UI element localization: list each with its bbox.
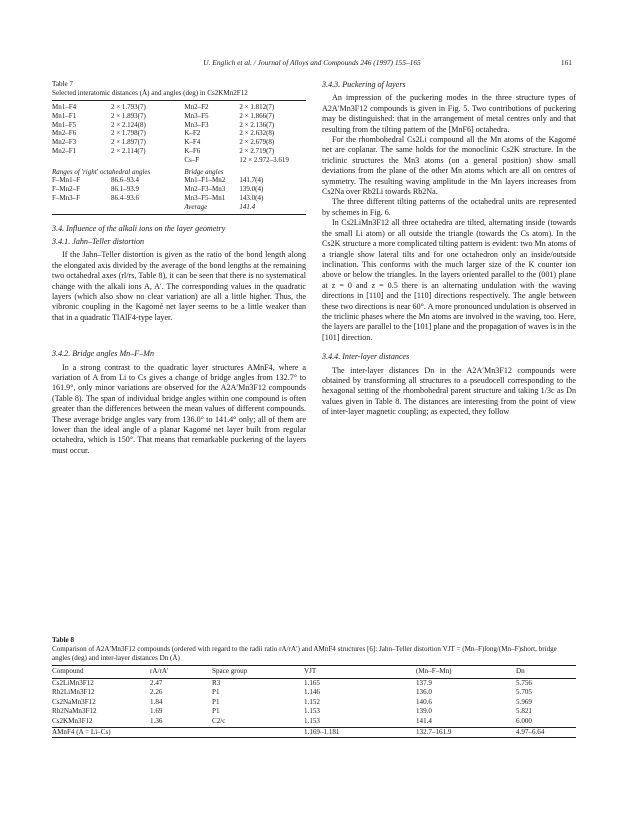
table7-angle-row-cell: 143.0(4) <box>239 193 264 202</box>
col-header-bridge-angle: (Mn–F–Mn) <box>416 666 516 679</box>
table7-distance-row-cell: Mn1–F5 <box>52 120 77 129</box>
table8-row-cell: 1.169–1.181 <box>304 727 416 738</box>
section-3-4-4-paragraph: The inter-layer distances Dn in the A2A′Mn3F12 compounds were obtained by transforming all structures to a pseudocell corresponding to the hexagonal setting of the rhombohedral parent structure and taking 1/3c as Dn values given in Table 8. The distances are interesting from the point of view of inter-layer magnetic coupling; as expected, they follow <box>322 365 576 417</box>
table7-distance-row <box>52 112 306 121</box>
table7-distance-row-cell: Mn2–F1 <box>52 146 77 155</box>
table8-row-cell: 1.153 <box>304 716 320 725</box>
table8-row <box>52 727 576 738</box>
table7-distance-row-cell: Mn2–F6 <box>52 129 77 138</box>
table8-row-cell: P1 <box>212 707 220 716</box>
section-3-4-2-heading: 3.4.2. Bridge angles Mn–F–Mn <box>52 349 155 359</box>
table8-row <box>52 698 576 708</box>
table7-angle-row-cell: 141.4 <box>239 202 256 211</box>
table8-row-cell: 2.26 <box>150 688 163 697</box>
table7-caption-text: Selected interatomic distances (Å) and angles (deg) in Cs2KMn2F12 <box>52 89 248 97</box>
table8-row <box>52 678 576 688</box>
table8-block <box>52 636 576 738</box>
table7-angle-row-cell: F–Mn3–F <box>52 193 81 202</box>
table8-row-cell: 2.47 <box>150 678 163 687</box>
section-3-4-heading: 3.4. Influence of the alkali ions on the layer geometry <box>52 223 226 233</box>
table7-distance-row-cell: 2 × 1.897(7) <box>110 138 146 147</box>
table7-angle-row-cell: F–Mn2–F <box>52 185 81 194</box>
table8-row-cell: 1.69 <box>150 707 163 716</box>
table7-distance-row-cell: K–F2 <box>184 129 201 138</box>
table7-distance-row-cell: 2 × 1.812(7) <box>239 103 275 111</box>
section-3-4-3-paragraph-3: The three different tilting patterns of the octahedral units are represented by schemes in Fig. 6. <box>322 197 576 217</box>
angle-heading-right: Bridge angles <box>184 167 224 176</box>
table8-row-cell: 141.4 <box>416 716 432 725</box>
running-header <box>52 58 572 70</box>
table7-distance-row-cell: 2 × 2.124(8) <box>110 120 146 129</box>
page-number: 161 <box>560 58 572 67</box>
table7-distance-row-cell <box>52 156 111 165</box>
table8-row-cell: 1.36 <box>150 716 163 725</box>
section-3-4-2-paragraph: In a strong contrast to the quadratic layer structures AMnF4, where a variation of A from Li to Cs gives a change of bridge angles from 132.7° to 161.9°, only minor variations are observed for the A2A′Mn3F12 compounds (Table 8). The span of individual bridge angles within one compound is often greater than the differences between the mean values of different compounds. These average bridge angles vary from 136.0° to 141.4° only; all of them are lower than the ideal angle of a planar Kagomé net layer built from regular octahedra, which is 150°. That means that remarkable puckering of the layers must occur. <box>52 362 306 455</box>
table8-row-cell: 1.84 <box>150 697 163 706</box>
table7-angle-row-cell: F–Mn1–F <box>52 176 81 185</box>
table7-top-rule <box>52 100 306 101</box>
table7-distance-row <box>52 103 306 112</box>
table8-row-cell: 5.821 <box>516 707 532 716</box>
table8-row-cell: 137.9 <box>416 678 432 687</box>
left-column <box>52 80 306 456</box>
section-3-4-3-paragraph-2: For the rhombohedral Cs2Li compound all the Mn atoms of the Kagomé net are coplanar. The same holds for the monoclinic Cs2K structure. In the triclinic structures the Mn3 atoms (on a general position) show small deviations from the plane of the other Mn atoms which are all on centres of symmetry. The resulting waving amplitude in the Mn layers increases from Cs2Na over Rb2Li towards Rb2Na. <box>322 135 576 197</box>
table8-row-cell: C2/c <box>212 716 226 725</box>
table7-angle-row-cell: 86.1–93.9 <box>110 185 139 194</box>
table8-row-cell: P1 <box>212 697 220 706</box>
table8-row-cell: 140.6 <box>416 697 432 706</box>
angle-heading-left: Ranges of 'right' octahedral angles <box>52 167 151 176</box>
table7-distance-row-cell: 2 × 2.632(8) <box>239 129 275 138</box>
table8-row-cell: 5.969 <box>516 697 532 706</box>
section-3-4-1-paragraph: If the Jahn–Teller distortion is given as the ratio of the bond length along the elongated axis divided by the average of the bond lengths at the remaining two octahedral axes (rl/rs, Table 8), it can be seen that there is no systematical change with the alkali ions A, A′. The corresponding values in the quadratic layers (which also show no clear variation) are all a little higher. Thus, the vibronic coupling in the Kagomé net layer seems to be a little weaker than that in a quadratic TlAlF4-type layer. <box>52 250 306 322</box>
table7-angle-row <box>52 194 306 203</box>
table8-caption <box>52 636 576 663</box>
table8-row-cell: 1.165 <box>304 678 320 687</box>
table7-distance-row-cell: Mn3–F5 <box>184 111 209 120</box>
table8-row-cell: AMnF4 (A = Li–Cs) <box>52 727 150 738</box>
col-header-dn: Dn <box>516 666 576 679</box>
table7-angle-row-cell: Mn1–F1–Mn2 <box>184 176 226 185</box>
table8-row <box>52 688 576 698</box>
table8-row-cell <box>150 727 212 738</box>
table8-header-row <box>52 666 576 679</box>
table7-angle-heading <box>52 165 306 177</box>
table7-distance-row-cell: Mn1–F4 <box>52 103 77 111</box>
table7-distance-row-cell: K–F6 <box>184 146 201 155</box>
table8-row-cell: 1.152 <box>304 697 320 706</box>
table7-angle-row-cell: Mn2–F3–Mn3 <box>184 185 226 194</box>
table7-distance-row-cell: 2 × 2.719(7) <box>239 146 275 155</box>
table8-row-cell: R3 <box>212 678 221 687</box>
running-title: U. Englich et al. / Journal of Alloys and Compounds 246 (1997) 155–165 <box>203 58 421 67</box>
table7-angle-row-cell: Mn3–F5–Mn1 <box>184 193 226 202</box>
table7-distance-row-cell: 2 × 2.114(7) <box>110 146 146 155</box>
col-header-radii-ratio: rA/rA′ <box>150 666 212 679</box>
table7-distance-row <box>52 156 306 165</box>
table8-row-cell: 139.0 <box>416 707 432 716</box>
table8-row-cell: Cs2LiMn3F12 <box>52 678 94 687</box>
table7-distance-row-cell: Mn1–F1 <box>52 111 77 120</box>
table7-distance-row-cell: Mn3–F3 <box>184 120 209 129</box>
table7-distance-row-cell: Mn2–F2 <box>184 103 209 111</box>
table8-row-cell: Rb2NaMn3F12 <box>52 707 97 716</box>
table7-distance-row-cell: 2 × 2.136(7) <box>239 120 275 129</box>
table7-distance-row-cell: 2 × 1.893(7) <box>110 111 146 120</box>
table8-row-cell: 132.7–161.9 <box>416 727 516 738</box>
table7-distance-row-cell: 2 × 1.793(7) <box>110 103 146 111</box>
table8-row-cell: 4.97–6.64 <box>516 727 576 738</box>
table8-row-cell: Rb2LiMn3F12 <box>52 688 95 697</box>
col-header-compound: Compound <box>52 666 150 679</box>
table7-angle-row-cell: 141.7(4) <box>239 176 264 185</box>
table8-row-cell: Cs2NaMn3F12 <box>52 697 96 706</box>
table7-distance-row <box>52 121 306 130</box>
table7-angle-row <box>52 185 306 194</box>
table7-angle-row-cell: Average <box>184 202 208 211</box>
right-column <box>322 80 576 418</box>
section-3-4-3-paragraph-4: In Cs2LiMn3F12 all three octahedra are tilted, alternating inside (towards the small Li atom) or all outside the triangle (towards the Cs atom). In the Cs2K structure a more complicated tilting pattern is evident: two Mn atoms of a triangle show lateral tilts and for one octahedron only an inside/outside inclination. This conforms with the much larger size of the K counter ion above or below the triangles. In the layers oriented parallel to the (001) plane at z = 0 and z = 0.5 there is an alternating undulation with the waving directions in [110] and the [110] directions respectively. The angle between these two directions is near 60°. A more pronounced undulation is observed in the triclinic phases where the Mn atoms are involved in the waving, too. Here, the layers are parallel to the [101] plane and the propagation of waves is in the [101] direction. <box>322 218 576 342</box>
table7-distance-row <box>52 138 306 147</box>
table8-row-cell: 136.0 <box>416 688 432 697</box>
table8-row-cell: 5.756 <box>516 678 532 687</box>
section-3-4-1-heading: 3.4.1. Jahn–Teller distortion <box>52 236 145 246</box>
table7-distance-row <box>52 147 306 156</box>
table7-angle-row-cell: 86.6–93.4 <box>110 176 139 185</box>
table8-row <box>52 717 576 727</box>
table7-distance-row-cell <box>111 156 184 165</box>
table8-row-cell: 6.000 <box>516 716 532 725</box>
table7-label: Table 7 <box>52 80 73 88</box>
table8-label: Table 8 <box>52 636 75 644</box>
table7-distance-row-cell: 12 × 2.972–3.619 <box>239 155 289 164</box>
section-3-4-4-heading: 3.4.4. Inter-layer distances <box>322 352 410 362</box>
table7-angle-row-cell: 139.0(4) <box>239 185 264 194</box>
table7-distance-row <box>52 129 306 138</box>
table8-row-cell: Cs2KMn3F12 <box>52 716 93 725</box>
table7-angle-row <box>52 203 306 212</box>
table7-distance-row-cell: Cs–F <box>184 155 200 164</box>
table8 <box>52 665 576 738</box>
table8-caption-text: Comparison of A2A′Mn3F12 compounds (ordered with regard to the radii ratio rA/rA′) and AMnF4 structures [6]: Jahn–Teller distortion VJT = (Mn–F)long/(Mn–F)short, bridge angles (deg) and inter-layer distances Dn (Å) <box>52 645 557 662</box>
table7-distance-row-cell: 2 × 1.798(7) <box>110 129 146 138</box>
table7-distance-row-cell: 2 × 2.679(8) <box>239 138 275 147</box>
table8-row-cell: 5.705 <box>516 688 532 697</box>
table8-row-cell: 1.153 <box>304 707 320 716</box>
table7-caption <box>52 80 306 98</box>
table7-bottom-rule <box>52 214 306 215</box>
table7-angle-row-cell <box>111 203 184 212</box>
section-3-4-3-heading: 3.4.3. Puckering of layers <box>322 80 406 89</box>
table7-angle-row <box>52 176 306 185</box>
col-header-space-group: Space group <box>212 666 304 679</box>
table7-distance-row-cell: 2 × 1.866(7) <box>239 111 275 120</box>
table7-angle-row-cell: 86.4–93.6 <box>110 193 139 202</box>
table7-angle-row-cell <box>52 203 111 212</box>
table8-row <box>52 707 576 717</box>
table8-row-cell: 1.146 <box>304 688 320 697</box>
col-header-vjt: VJT <box>304 666 416 679</box>
table7-distance-row-cell: Mn2–F3 <box>52 138 77 147</box>
table7-distance-row-cell: K–F4 <box>184 138 201 147</box>
table7 <box>52 103 306 212</box>
table8-row-cell <box>212 727 304 738</box>
section-3-4-3-paragraph-1: An impression of the puckering modes in the three structure types of A2A′Mn3F12 compounds is given in Fig. 5. Two contributions of puckering may be distinguished: that in the arrangement of metal centres only and that resulting from the tilting pattern of the [MnF6] octahedra. <box>322 93 576 134</box>
table8-row-cell: P1 <box>212 688 220 697</box>
